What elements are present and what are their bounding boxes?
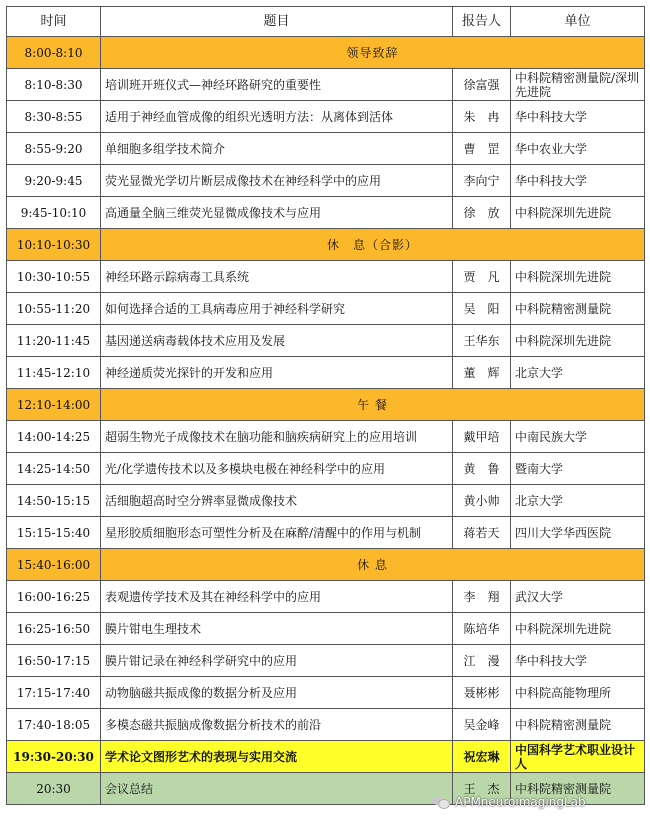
row-title: 活细胞超高时空分辨率显微成像技术 <box>101 485 453 517</box>
row-title: 神经递质荧光探针的开发和应用 <box>101 357 453 389</box>
row-unit: 中科院精密测量院/深圳先进院 <box>511 69 645 101</box>
header-speaker: 报告人 <box>453 7 511 37</box>
table-row <box>7 293 645 325</box>
row-time: 14:25-14:50 <box>7 453 101 485</box>
schedule-table <box>6 6 645 805</box>
row-time: 10:55-11:20 <box>7 293 101 325</box>
row-time: 20:30 <box>7 773 101 805</box>
row-speaker: 吴金峰 <box>453 709 511 741</box>
row-title: 神经环路示踪病毒工具系统 <box>101 261 453 293</box>
row-unit: 华中科技大学 <box>511 101 645 133</box>
row-speaker: 王华东 <box>453 325 511 357</box>
row-unit: 中科院精密测量院 <box>511 773 645 805</box>
table-row <box>7 581 645 613</box>
table-row <box>7 133 645 165</box>
break-row <box>7 549 645 581</box>
row-unit: 中科院精密测量院 <box>511 709 645 741</box>
row-time: 8:10-8:30 <box>7 69 101 101</box>
table-row <box>7 325 645 357</box>
table-row <box>7 197 645 229</box>
row-time: 15:15-15:40 <box>7 517 101 549</box>
row-unit: 中科院深圳先进院 <box>511 197 645 229</box>
row-unit: 中国科学艺术职业设计人 <box>511 741 645 773</box>
row-title: 光/化学遗传技术以及多模块电极在神经科学中的应用 <box>101 453 453 485</box>
row-speaker: 徐富强 <box>453 69 511 101</box>
row-speaker: 李 翔 <box>453 581 511 613</box>
row-unit: 华中科技大学 <box>511 645 645 677</box>
table-row <box>7 517 645 549</box>
row-time: 15:40-16:00 <box>7 549 101 581</box>
row-time: 17:40-18:05 <box>7 709 101 741</box>
table-row <box>7 613 645 645</box>
row-title: 星形胶质细胞形态可塑性分析及在麻醉/清醒中的作用与机制 <box>101 517 453 549</box>
table-row <box>7 485 645 517</box>
break-label: 休 息 <box>101 549 645 581</box>
highlight-row <box>7 741 645 773</box>
row-speaker: 蒋若天 <box>453 517 511 549</box>
row-time: 14:50-15:15 <box>7 485 101 517</box>
row-speaker: 黄 鲁 <box>453 453 511 485</box>
row-title: 荧光显微光学切片断层成像技术在神经科学中的应用 <box>101 165 453 197</box>
table-row <box>7 709 645 741</box>
table-row <box>7 165 645 197</box>
row-title: 基因递送病毒载体技术应用及发展 <box>101 325 453 357</box>
break-row <box>7 389 645 421</box>
row-title: 培训班开班仪式—神经环路研究的重要性 <box>101 69 453 101</box>
row-speaker: 黄小帅 <box>453 485 511 517</box>
row-speaker: 曹 罡 <box>453 133 511 165</box>
row-speaker: 江 漫 <box>453 645 511 677</box>
row-speaker: 祝宏琳 <box>453 741 511 773</box>
row-speaker: 贾 凡 <box>453 261 511 293</box>
row-title: 学术论文图形艺术的表现与实用交流 <box>101 741 453 773</box>
row-speaker: 李向宁 <box>453 165 511 197</box>
row-title: 如何选择合适的工具病毒应用于神经科学研究 <box>101 293 453 325</box>
table-row <box>7 453 645 485</box>
row-time: 16:50-17:15 <box>7 645 101 677</box>
row-title: 多模态磁共振脑成像数据分析技术的前沿 <box>101 709 453 741</box>
row-time: 10:10-10:30 <box>7 229 101 261</box>
row-unit: 华中科技大学 <box>511 165 645 197</box>
row-unit: 中科院深圳先进院 <box>511 325 645 357</box>
row-title: 高通量全脑三维荧光显微成像技术与应用 <box>101 197 453 229</box>
break-row <box>7 37 645 69</box>
row-unit: 暨南大学 <box>511 453 645 485</box>
header-time: 时间 <box>7 7 101 37</box>
break-label: 午 餐 <box>101 389 645 421</box>
row-speaker: 吴 阳 <box>453 293 511 325</box>
row-time: 19:30-20:30 <box>7 741 101 773</box>
row-title: 适用于神经血管成像的组织光透明方法：从离体到活体 <box>101 101 453 133</box>
row-time: 14:00-14:25 <box>7 421 101 453</box>
table-row <box>7 69 645 101</box>
table-row <box>7 421 645 453</box>
break-row <box>7 229 645 261</box>
table-row <box>7 677 645 709</box>
schedule-body <box>7 37 645 805</box>
row-title: 超弱生物光子成像技术在脑功能和脑疾病研究上的应用培训 <box>101 421 453 453</box>
row-time: 8:55-9:20 <box>7 133 101 165</box>
row-time: 8:30-8:55 <box>7 101 101 133</box>
header-row <box>7 7 645 37</box>
row-unit: 中科院深圳先进院 <box>511 261 645 293</box>
row-unit: 中科院深圳先进院 <box>511 613 645 645</box>
row-speaker: 戴甲培 <box>453 421 511 453</box>
row-unit: 北京大学 <box>511 485 645 517</box>
row-speaker: 徐 放 <box>453 197 511 229</box>
row-unit: 北京大学 <box>511 357 645 389</box>
row-title: 动物脑磁共振成像的数据分析及应用 <box>101 677 453 709</box>
row-title: 单细胞多组学技术简介 <box>101 133 453 165</box>
table-row <box>7 357 645 389</box>
row-unit: 四川大学华西医院 <box>511 517 645 549</box>
row-time: 8:00-8:10 <box>7 37 101 69</box>
row-time: 10:30-10:55 <box>7 261 101 293</box>
row-title: 膜片钳电生理技术 <box>101 613 453 645</box>
row-speaker: 朱 冉 <box>453 101 511 133</box>
row-time: 11:45-12:10 <box>7 357 101 389</box>
row-time: 12:10-14:00 <box>7 389 101 421</box>
watermark <box>432 792 586 812</box>
row-time: 11:20-11:45 <box>7 325 101 357</box>
row-time: 9:45-10:10 <box>7 197 101 229</box>
row-speaker: 聂彬彬 <box>453 677 511 709</box>
table-row <box>7 261 645 293</box>
watermark-text: APMneuroimagingLab <box>455 795 586 809</box>
header-unit: 单位 <box>511 7 645 37</box>
row-speaker: 董 辉 <box>453 357 511 389</box>
break-label: 休 息（合影） <box>101 229 645 261</box>
header-title: 题目 <box>101 7 453 37</box>
row-time: 16:25-16:50 <box>7 613 101 645</box>
table-row <box>7 645 645 677</box>
row-unit: 中科院精密测量院 <box>511 293 645 325</box>
row-title: 表观遗传学技术及其在神经科学中的应用 <box>101 581 453 613</box>
row-speaker: 陈培华 <box>453 613 511 645</box>
table-row <box>7 101 645 133</box>
row-unit: 华中农业大学 <box>511 133 645 165</box>
row-unit: 中科院高能物理所 <box>511 677 645 709</box>
row-title: 膜片钳记录在神经科学研究中的应用 <box>101 645 453 677</box>
wechat-icon <box>432 795 450 809</box>
break-label: 领导致辞 <box>101 37 645 69</box>
row-time: 17:15-17:40 <box>7 677 101 709</box>
row-unit: 武汉大学 <box>511 581 645 613</box>
row-time: 9:20-9:45 <box>7 165 101 197</box>
row-unit: 中南民族大学 <box>511 421 645 453</box>
row-time: 16:00-16:25 <box>7 581 101 613</box>
row-speaker: 王 杰 <box>453 773 511 805</box>
row-title: 会议总结 <box>101 773 453 805</box>
